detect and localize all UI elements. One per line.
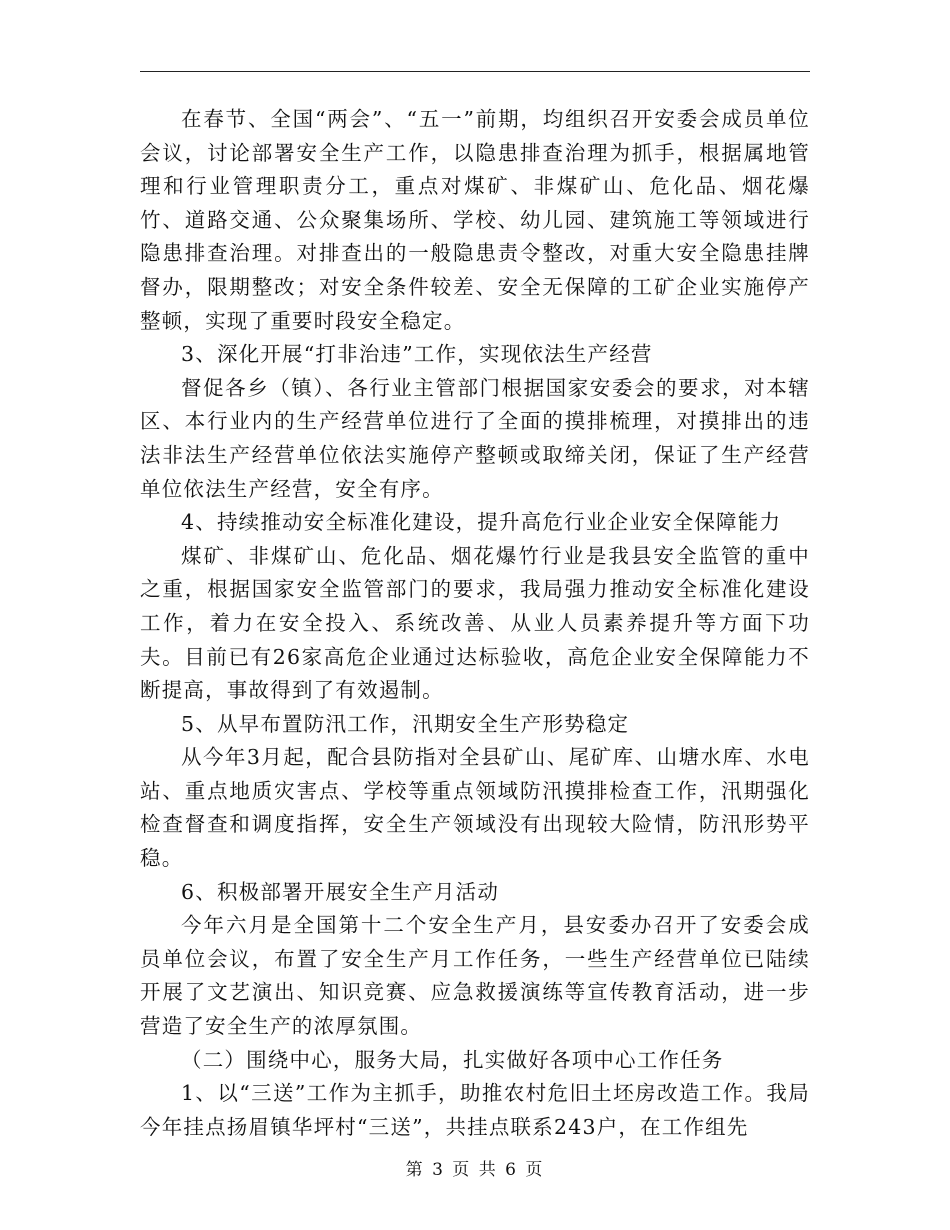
page-number-footer: 第 3 页 共 6 页 xyxy=(405,1160,545,1180)
paragraph-flood-control: 从今年3月起，配合县防指对全县矿山、尾矿库、山塘水库、水电站、重点地质灾害点、学校等重点领域防汛摸排检查工作，汛期强化检查督查和调度指挥，安全生产领域没有出现较大险情，防汛形势平稳。 xyxy=(140,745,810,871)
heading-central-tasks: （二）围绕中心，服务大局，扎实做好各项中心工作任务 xyxy=(181,1047,724,1072)
heading-safety-month: 6、积极部署开展安全生产月活动 xyxy=(181,879,500,904)
heading-standardization: 4、持续推动安全标准化建设，提升高危行业企业安全保障能力 xyxy=(181,510,782,535)
paragraph-three-sends: 1、以“三送”工作为主抓手，助推农村危旧土坯房改造工作。我局今年挂点扬眉镇华坪村“三送”，共挂点联系243户，在工作组先 xyxy=(140,1081,810,1139)
heading-illegal-crackdown: 3、深化开展“打非治违”工作，实现依法生产经营 xyxy=(181,342,653,367)
paragraph-standardization: 煤矿、非煤矿山、危化品、烟花爆竹行业是我县安全监管的重中之重，根据国家安全监管部门的要求，我局强力推动安全标准化建设工作，着力在安全投入、系统改善、从业人员素养提升等方面下功夫。目前已有26家高危企业通过达标验收，高危企业安全保障能力不断提高，事故得到了有效遏制。 xyxy=(140,543,810,703)
document-body xyxy=(140,103,810,1144)
paragraph-safety-month: 今年六月是全国第十二个安全生产月，县安委办召开了安委会成员单位会议，布置了安全生产月工作任务，一些生产经营单位已陆续开展了文艺演出、知识竞赛、应急救援演练等宣传教育活动，进一步营造了安全生产的浓厚氛围。 xyxy=(140,913,810,1039)
header-rule xyxy=(140,71,810,72)
paragraph-key-periods: 在春节、全国“两会”、“五一”前期，均组织召开安委会成员单位会议，讨论部署安全生产工作，以隐患排查治理为抓手，根据属地管理和行业管理职责分工，重点对煤矿、非煤矿山、危化品、烟花爆竹、道路交通、公众聚集场所、学校、幼儿园、建筑施工等领域进行隐患排查治理。对排查出的一般隐患责令整改，对重大安全隐患挂牌督办，限期整改；对安全条件较差、安全无保障的工矿企业实施停产整顿，实现了重要时段安全稳定。 xyxy=(140,107,810,333)
paragraph-illegal-crackdown: 督促各乡（镇）、各行业主管部门根据国家安委会的要求，对本辖区、本行业内的生产经营单位进行了全面的摸排梳理，对摸排出的违法非法生产经营单位依法实施停产整顿或取缔关闭，保证了生产经营单位依法生产经营，安全有序。 xyxy=(140,375,810,501)
heading-flood-control: 5、从早布置防汛工作，汛期安全生产形势稳定 xyxy=(181,711,630,736)
